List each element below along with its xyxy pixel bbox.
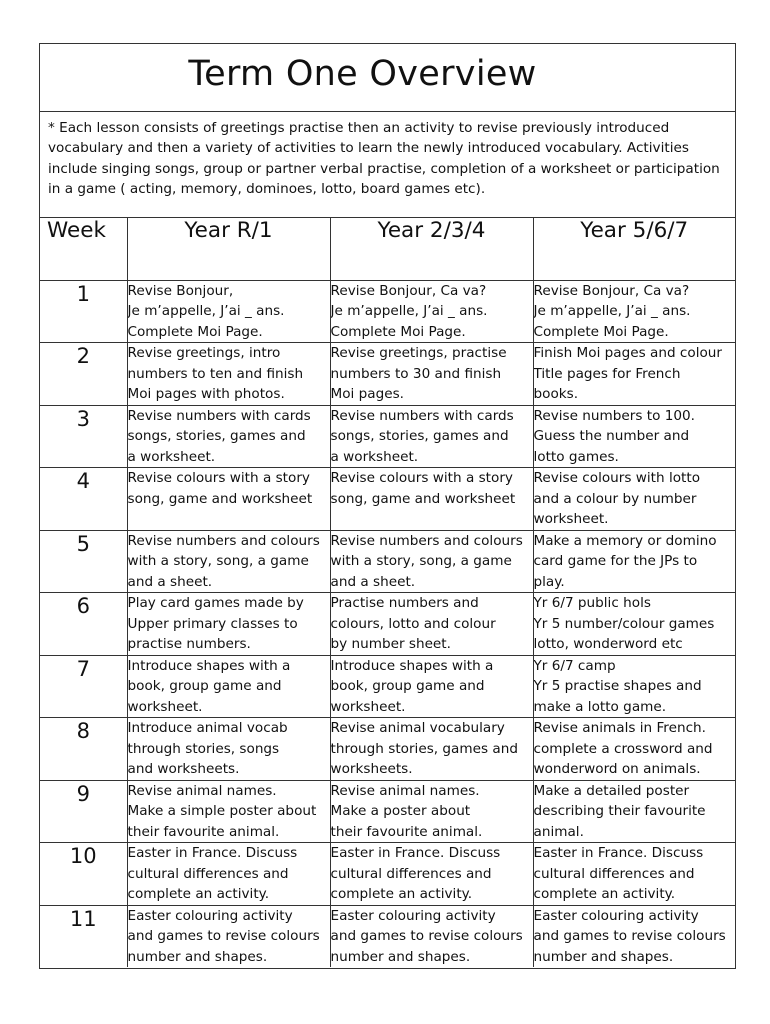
week-number: 7 xyxy=(40,655,127,718)
cell-line: Guess the number and xyxy=(533,428,690,444)
header-year-567: Year 5/6/7 xyxy=(533,218,735,280)
year-567-cell xyxy=(533,343,735,406)
cell-line: Yr 6/7 camp xyxy=(533,657,616,674)
table-body xyxy=(40,280,735,967)
cell-line: Revise numbers and colours xyxy=(127,532,320,549)
year-r1-cell xyxy=(127,655,330,718)
cell-line: Yr 5 practise shapes and xyxy=(533,678,702,694)
cell-line: Je m’appelle, J’ai _ ans. xyxy=(533,303,691,319)
cell-line: Easter colouring activity xyxy=(127,907,293,924)
cell-line: Complete Moi Page. xyxy=(127,323,263,340)
cell-line: Introduce animal vocab xyxy=(127,720,288,736)
year-234-cell xyxy=(330,780,533,843)
week-number: 9 xyxy=(40,780,127,843)
cell-line: Revise numbers and colours xyxy=(330,532,523,549)
cell-line: Revise numbers to 100. xyxy=(533,407,695,424)
cell-line: their favourite animal. xyxy=(127,823,280,840)
year-567-cell xyxy=(533,468,735,531)
week-number: 5 xyxy=(40,530,127,593)
year-567-cell xyxy=(533,593,735,656)
year-567-cell xyxy=(533,655,735,718)
cell-line: Revise Bonjour, xyxy=(127,282,234,299)
week-number: 11 xyxy=(40,905,127,967)
cell-line: books. xyxy=(533,386,579,402)
table-row xyxy=(40,655,735,718)
year-234-cell xyxy=(330,468,533,531)
year-234-cell xyxy=(330,905,533,967)
overview-sheet xyxy=(39,43,736,969)
cell-line: and a sheet. xyxy=(330,573,416,590)
year-567-cell xyxy=(533,280,735,343)
year-234-cell xyxy=(330,655,533,718)
cell-line: numbers to 30 and finish xyxy=(330,365,502,382)
year-r1-cell xyxy=(127,843,330,906)
cell-line: describing their favourite xyxy=(533,803,706,819)
cell-line: Make a poster about xyxy=(330,803,471,819)
cell-line: Revise Bonjour, Ca va? xyxy=(330,282,487,299)
cell-line: card game for the JPs to xyxy=(533,553,698,569)
cell-line: Yr 5 number/colour games xyxy=(533,615,715,632)
year-r1-cell xyxy=(127,780,330,843)
cell-line: Yr 6/7 public hols xyxy=(533,595,651,611)
cell-line: Easter colouring activity xyxy=(330,907,496,924)
cell-line: and games to revise colours xyxy=(127,928,320,944)
cell-line: through stories, songs xyxy=(127,740,280,757)
year-234-cell xyxy=(330,593,533,656)
cell-line: complete an activity. xyxy=(330,886,473,902)
cell-line: worksheets. xyxy=(330,761,413,777)
intro-text: * Each lesson consists of greetings practise then an activity to revise previously introduced vocabulary and then a variety of activities to learn the newly introduced vocabulary. Activities include singing songs, group or partner verbal practise, completion of a worksheet or participation in a game ( acting, memory, dominoes, lotto, board games etc). xyxy=(48,120,720,197)
cell-line: complete an activity. xyxy=(127,886,270,902)
cell-line: cultural differences and xyxy=(127,865,289,882)
overview-table xyxy=(40,218,735,967)
cell-line: Easter in France. Discuss xyxy=(127,845,298,861)
cell-line: Revise colours with a story xyxy=(127,470,310,486)
cell-line: song, game and worksheet xyxy=(330,490,516,507)
cell-line: animal. xyxy=(533,823,584,840)
cell-line: Revise numbers with cards xyxy=(127,407,311,424)
cell-line: Revise colours with a story xyxy=(330,470,513,486)
cell-line: number and shapes. xyxy=(127,948,268,965)
cell-line: cultural differences and xyxy=(533,865,695,882)
year-234-cell xyxy=(330,718,533,781)
table-row xyxy=(40,530,735,593)
cell-line: Je m’appelle, J’ai _ ans. xyxy=(330,303,488,319)
cell-line: and worksheets. xyxy=(127,761,240,777)
cell-line: songs, stories, games and xyxy=(330,428,509,444)
cell-line: number and shapes. xyxy=(330,948,471,965)
year-234-cell xyxy=(330,280,533,343)
cell-line: Revise animal names. xyxy=(127,782,277,799)
cell-line: worksheet. xyxy=(533,511,609,527)
cell-line: Make a memory or domino xyxy=(533,532,717,549)
week-number: 2 xyxy=(40,343,127,406)
table-row xyxy=(40,405,735,468)
cell-line: number and shapes. xyxy=(533,948,674,965)
cell-line: book, group game and xyxy=(330,678,485,694)
cell-line: Revise animal names. xyxy=(330,782,480,799)
year-567-cell xyxy=(533,718,735,781)
week-number: 8 xyxy=(40,718,127,781)
week-number: 6 xyxy=(40,593,127,656)
cell-line: Revise colours with lotto xyxy=(533,470,701,486)
year-567-cell xyxy=(533,843,735,906)
intro-box xyxy=(40,112,735,218)
cell-line: play. xyxy=(533,573,565,590)
cell-line: cultural differences and xyxy=(330,865,492,882)
week-number: 3 xyxy=(40,405,127,468)
year-r1-cell xyxy=(127,905,330,967)
year-r1-cell xyxy=(127,280,330,343)
cell-line: with a story, song, a game xyxy=(127,553,309,569)
header-row xyxy=(40,218,735,280)
table-row xyxy=(40,905,735,967)
year-r1-cell xyxy=(127,405,330,468)
cell-line: their favourite animal. xyxy=(330,823,483,840)
table-row xyxy=(40,843,735,906)
cell-line: a worksheet. xyxy=(127,448,216,465)
cell-line: a worksheet. xyxy=(330,448,419,465)
header-year-234: Year 2/3/4 xyxy=(330,218,533,280)
cell-line: Revise numbers with cards xyxy=(330,407,514,424)
year-r1-cell xyxy=(127,718,330,781)
cell-line: Title pages for French xyxy=(533,365,681,382)
cell-line: lotto, wonderword etc xyxy=(533,636,683,652)
year-r1-cell xyxy=(127,343,330,406)
cell-line: Easter in France. Discuss xyxy=(330,845,501,861)
cell-line: worksheet. xyxy=(127,698,203,715)
cell-line: Practise numbers and xyxy=(330,595,479,611)
cell-line: Je m’appelle, J’ai _ ans. xyxy=(127,303,285,319)
cell-line: wonderword on animals. xyxy=(533,761,701,777)
year-234-cell xyxy=(330,843,533,906)
year-234-cell xyxy=(330,343,533,406)
cell-line: Complete Moi Page. xyxy=(330,323,466,340)
cell-line: by number sheet. xyxy=(330,636,451,652)
cell-line: Moi pages. xyxy=(330,386,404,402)
year-r1-cell xyxy=(127,468,330,531)
cell-line: Moi pages with photos. xyxy=(127,386,285,402)
table-row xyxy=(40,343,735,406)
title-box xyxy=(40,44,735,112)
year-234-cell xyxy=(330,405,533,468)
table-row xyxy=(40,468,735,531)
table-row xyxy=(40,593,735,656)
year-567-cell xyxy=(533,780,735,843)
table-row xyxy=(40,280,735,343)
cell-line: and games to revise colours xyxy=(533,928,726,944)
cell-line: complete a crossword and xyxy=(533,740,713,757)
year-567-cell xyxy=(533,530,735,593)
cell-line: Revise Bonjour, Ca va? xyxy=(533,282,690,299)
cell-line: practise numbers. xyxy=(127,636,251,652)
cell-line: and games to revise colours xyxy=(330,928,523,944)
cell-line: with a story, song, a game xyxy=(330,553,512,569)
year-567-cell xyxy=(533,905,735,967)
cell-line: song, game and worksheet xyxy=(127,490,313,507)
cell-line: Revise animal vocabulary xyxy=(330,720,505,736)
cell-line: Introduce shapes with a xyxy=(330,657,494,674)
cell-line: complete an activity. xyxy=(533,886,676,902)
cell-line: worksheet. xyxy=(330,698,406,715)
table-row xyxy=(40,718,735,781)
cell-line: and a sheet. xyxy=(127,573,213,590)
cell-line: and a colour by number xyxy=(533,490,697,507)
cell-line: Introduce shapes with a xyxy=(127,657,291,674)
header-year-r1: Year R/1 xyxy=(127,218,330,280)
cell-line: book, group game and xyxy=(127,678,282,694)
cell-line: Make a simple poster about xyxy=(127,803,317,819)
cell-line: Play card games made by xyxy=(127,595,304,611)
cell-line: Easter in France. Discuss xyxy=(533,845,704,861)
cell-line: Revise greetings, intro xyxy=(127,345,281,361)
table-row xyxy=(40,780,735,843)
cell-line: through stories, games and xyxy=(330,740,518,757)
cell-line: numbers to ten and finish xyxy=(127,365,304,382)
year-234-cell xyxy=(330,530,533,593)
cell-line: songs, stories, games and xyxy=(127,428,306,444)
cell-line: Finish Moi pages and colour xyxy=(533,345,722,361)
page-title: Term One Overview xyxy=(188,54,537,94)
cell-line: Easter colouring activity xyxy=(533,907,699,924)
cell-line: Revise animals in French. xyxy=(533,720,706,736)
week-number: 4 xyxy=(40,468,127,531)
cell-line: Make a detailed poster xyxy=(533,782,690,799)
cell-line: make a lotto game. xyxy=(533,698,667,715)
year-r1-cell xyxy=(127,530,330,593)
week-number: 10 xyxy=(40,843,127,906)
cell-line: Complete Moi Page. xyxy=(533,323,669,340)
cell-line: Upper primary classes to xyxy=(127,615,298,632)
header-week: Week xyxy=(40,218,127,280)
cell-line: Revise greetings, practise xyxy=(330,345,507,361)
week-number: 1 xyxy=(40,280,127,343)
cell-line: lotto games. xyxy=(533,448,619,465)
year-567-cell xyxy=(533,405,735,468)
cell-line: colours, lotto and colour xyxy=(330,615,496,632)
year-r1-cell xyxy=(127,593,330,656)
